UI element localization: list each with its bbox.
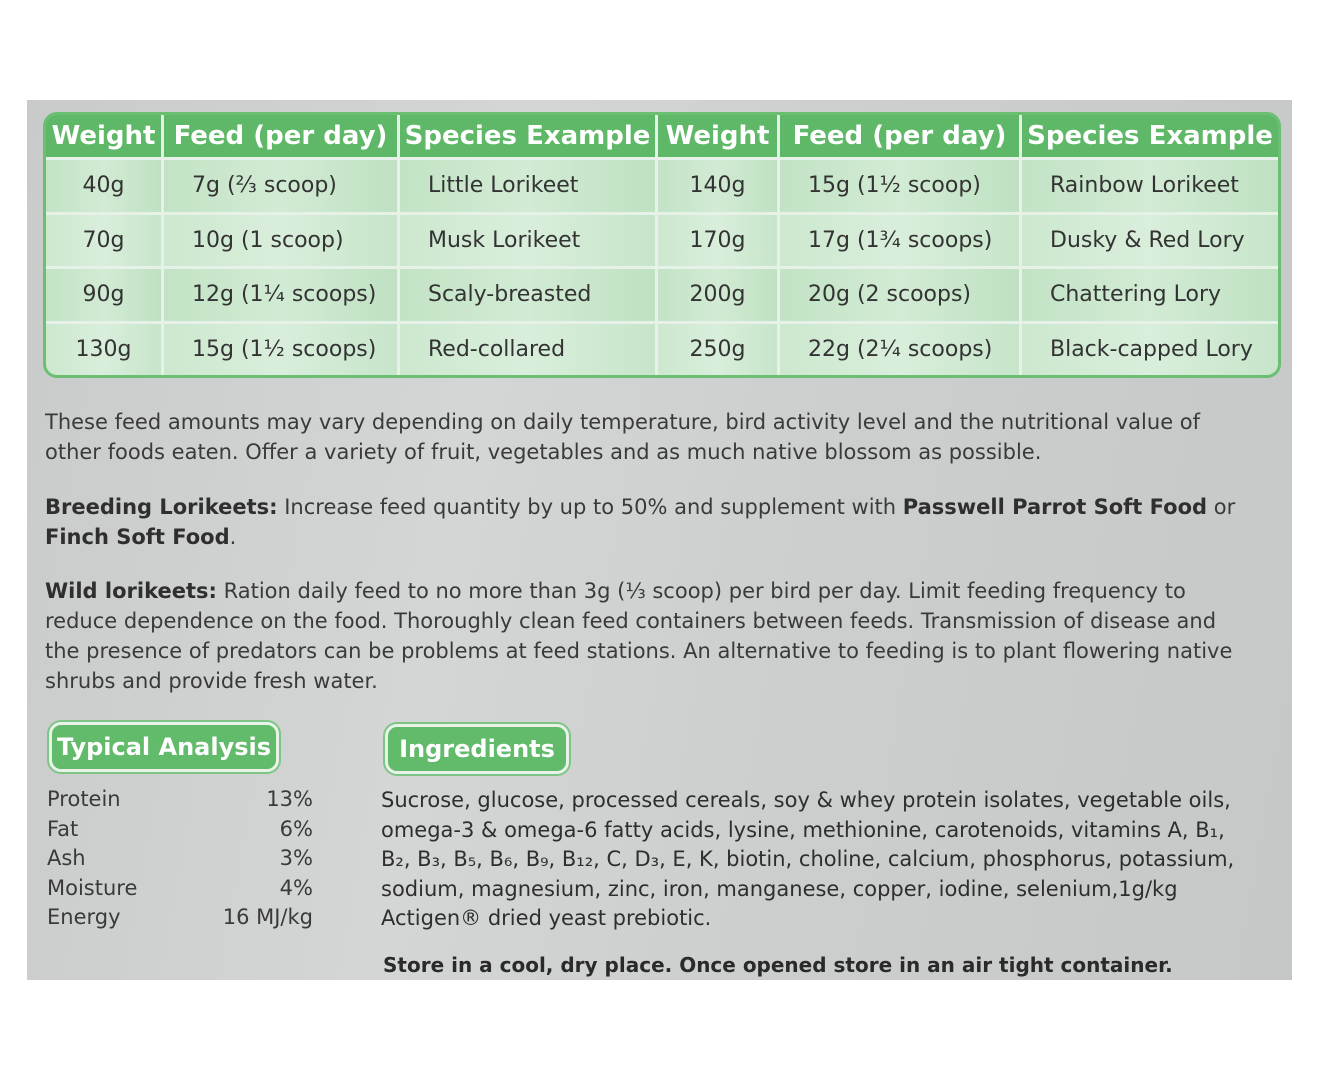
ingredients-heading: Ingredients bbox=[385, 724, 569, 774]
table-row bbox=[46, 266, 1278, 321]
analysis-row bbox=[47, 874, 313, 904]
breeding-or: or bbox=[1207, 495, 1236, 519]
weight-cell: 130g bbox=[46, 321, 164, 376]
analysis-label: Protein bbox=[47, 787, 121, 811]
feed-cell: 20g (2 scoops) bbox=[780, 266, 1022, 321]
weight-cell: 170g bbox=[658, 212, 780, 267]
feed-cell: 10g (1 scoop) bbox=[164, 212, 400, 267]
typical-analysis-heading: Typical Analysis bbox=[49, 722, 279, 772]
species-cell: Musk Lorikeet bbox=[400, 212, 658, 267]
header-weight: Weight bbox=[46, 115, 164, 157]
analysis-row bbox=[47, 844, 313, 874]
feed-cell: 22g (2¼ scoops) bbox=[780, 321, 1022, 376]
analysis-value: 13% bbox=[266, 787, 313, 811]
header-weight: Weight bbox=[658, 115, 780, 157]
analysis-value: 16 MJ/kg bbox=[222, 905, 313, 929]
analysis-label: Fat bbox=[47, 816, 79, 841]
breeding-product-parrot: Passwell Parrot Soft Food bbox=[902, 495, 1208, 519]
breeding-text: Increase feed quantity by up to 50% and supplement with bbox=[277, 495, 903, 519]
analysis-value: 6% bbox=[279, 816, 313, 841]
storage-instructions: Store in a cool, dry place. Once opened store in an air tight container. bbox=[383, 953, 1173, 977]
analysis-row bbox=[47, 903, 313, 933]
label-panel bbox=[27, 100, 1292, 980]
analysis-label: Energy bbox=[47, 905, 121, 929]
header-species: Species Example bbox=[1022, 115, 1278, 157]
species-cell: Little Lorikeet bbox=[400, 157, 658, 212]
variation-note: These feed amounts may vary depending on daily temperature, bird activity level and the nutritional value of other foods eaten. Offer a variety of fruit, vegetables and as much native blossom as possible. bbox=[45, 410, 1201, 464]
weight-cell: 250g bbox=[658, 321, 780, 376]
header-species: Species Example bbox=[400, 115, 658, 157]
species-cell: Scaly-breasted bbox=[400, 266, 658, 321]
analysis-list bbox=[47, 785, 313, 933]
breeding-product-finch: Finch Soft Food bbox=[45, 525, 230, 549]
table-row bbox=[46, 157, 1278, 212]
breeding-note bbox=[45, 492, 1245, 552]
weight-cell: 70g bbox=[46, 212, 164, 267]
weight-cell: 40g bbox=[46, 157, 164, 212]
table-header-row bbox=[46, 115, 1278, 157]
analysis-label: Ash bbox=[47, 846, 86, 870]
wild-note bbox=[45, 576, 1245, 696]
wild-label: Wild lorikeets: bbox=[45, 579, 217, 603]
feed-cell: 12g (1¼ scoops) bbox=[164, 266, 400, 321]
breeding-end: . bbox=[229, 525, 237, 549]
analysis-value: 4% bbox=[279, 875, 313, 900]
table-row bbox=[46, 212, 1278, 267]
analysis-row bbox=[47, 785, 313, 815]
analysis-label: Moisture bbox=[47, 875, 138, 900]
feed-cell: 17g (1¾ scoops) bbox=[780, 212, 1022, 267]
species-cell: Black-capped Lory bbox=[1022, 321, 1278, 376]
feed-cell: 15g (1½ scoop) bbox=[780, 157, 1022, 212]
header-feed: Feed (per day) bbox=[780, 115, 1022, 157]
weight-cell: 140g bbox=[658, 157, 780, 212]
weight-cell: 90g bbox=[46, 266, 164, 321]
wild-text: Ration daily feed to no more than 3g (⅓ scoop) per bird per day. Limit feeding frequency to reduce dependence on the food. Thoroughly clean feed containers between feeds. Transmission of disease and the presence of predators can be problems at feed stations. An alternative to feeding is to plant flowering native shrubs and provide fresh water. bbox=[45, 579, 1233, 693]
species-cell: Red-collared bbox=[400, 321, 658, 376]
feed-cell: 15g (1½ scoops) bbox=[164, 321, 400, 376]
species-cell: Chattering Lory bbox=[1022, 266, 1278, 321]
breeding-label: Breeding Lorikeets: bbox=[45, 495, 278, 519]
weight-cell: 200g bbox=[658, 266, 780, 321]
header-feed: Feed (per day) bbox=[164, 115, 400, 157]
table-row bbox=[46, 321, 1278, 376]
ingredients-text: Sucrose, glucose, processed cereals, soy & whey protein isolates, vegetable oils, omega-3 & omega-6 fatty acids, lysine, methionine, carotenoids, vitamins A, B₁, B₂, B₃, B₅, B₆, B₉, B₁₂, C, D₃, E, K, biotin, choline, calcium, phosphorus, potassium, sodium, magnesium, zinc, iron, manganese, copper, iodine, selenium,1g/kg Actigen® dried yeast prebiotic. bbox=[381, 788, 1235, 930]
analysis-value: 3% bbox=[279, 846, 313, 870]
feeding-table bbox=[43, 112, 1281, 378]
feed-cell: 7g (⅔ scoop) bbox=[164, 157, 400, 212]
analysis-row bbox=[47, 815, 313, 845]
species-cell: Dusky & Red Lory bbox=[1022, 212, 1278, 267]
species-cell: Rainbow Lorikeet bbox=[1022, 157, 1278, 212]
